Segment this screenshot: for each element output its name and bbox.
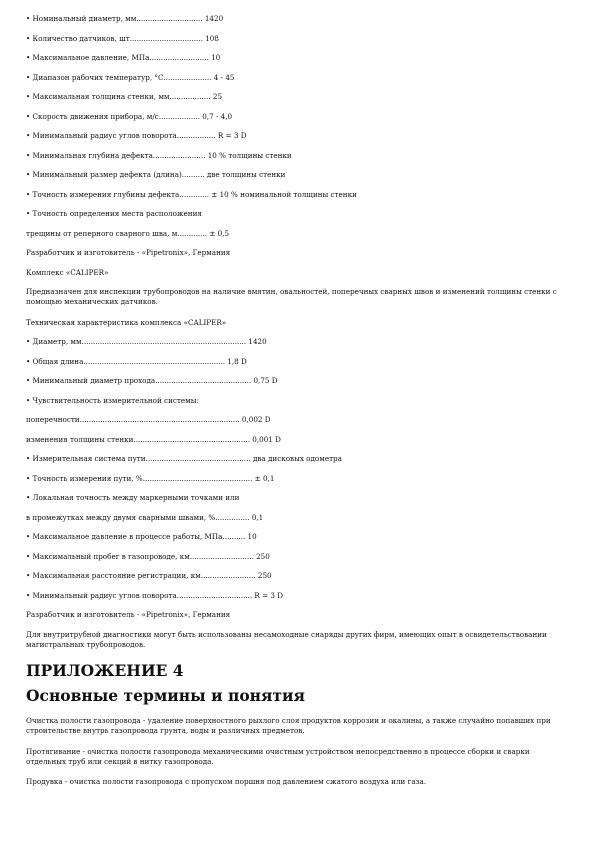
spec-line: поперечности...................................................................... 0,002 D <box>26 415 271 424</box>
spec-line: • Минимальный размер дефекта (длина).......... две толщины стенки <box>26 170 286 179</box>
note-paragraph: Для внутритрубной диагностики могут быть использованы несамоходные снаряды других фирм, имеющих опыт в освидетельствовании магистральных трубопроводов. <box>26 629 547 649</box>
spec-line: трещины от реперного сварного шва, м............. ± 0,5 <box>26 228 230 238</box>
spec-line: • Максимальное давление, МПа.......................... 10 <box>26 53 221 62</box>
spec-line: • Диапазон рабочих температур, °С..................... 4 - 45 <box>26 72 235 82</box>
spec-line: • Минимальный радиус углов поворота................................. R = 3 D <box>26 590 284 600</box>
spec-line: • Максимальная расстояние регистрации, км........................ 250 <box>26 571 272 580</box>
term-paragraph: Очистка полости газопровода - удаление поверхностного рыхлого слоя продуктов коррозии и окалины, а также случайно попавших при строительстве внутрь газопровода грунта, воды и различных предметов. <box>26 716 551 735</box>
spec-line: • Точность определения места расположения <box>26 209 202 218</box>
developer-line: Разработчик и изготовитель - «Pipetronix», Германия <box>26 610 231 619</box>
term-paragraph: Протягивание - очистка полости газопровода механическими очистным устройством непосредственно в процессе сборки и сварки отдельных труб или секций в нитку газопровода. <box>26 746 530 766</box>
spec-line: • Минимальный радиус углов поворота................. R = 3 D <box>26 131 247 140</box>
spec-line: • Скорость движения прибора, м/с.................. 0,7 - 4,0 <box>26 111 233 121</box>
document-page <box>26 14 569 787</box>
caliper-description: Предназначен для инспекции трубопроводов на наличие вмятин, овальностей, поперечных сварных швов и изменений толщины стенки с помощью механических датчиков. <box>26 287 557 306</box>
appendix-heading: ПРИЛОЖЕНИЕ 4 <box>26 660 184 680</box>
spec-line: • Максимальное давление в процессе работы, МПа.......... 10 <box>26 532 257 541</box>
spec-line: • Локальная точность между маркерными точками или <box>26 493 240 502</box>
spec-line: • Точность измерения пути, %................................................ ± 0,1 <box>26 473 275 483</box>
spec-line: • Минимальная глубина дефекта....................... 10 % толщины стенки <box>26 150 292 160</box>
spec-line: • Максимальный пробег в газопроводе, км............................ 250 <box>26 551 270 561</box>
terms-heading: Основные термины и понятия <box>26 685 305 705</box>
spec-line: • Количество датчиков, шт................................ 108 <box>26 33 219 43</box>
spec-line: • Чувствительность измерительной системы: <box>26 395 199 405</box>
spec-line: • Точность измерения глубины дефекта............. ± 10 % номинальной толщины стенки <box>26 189 357 199</box>
spec-line: • Диаметр, мм........................................................................ 1420 <box>26 337 267 346</box>
spec-line: • Номинальный диаметр, мм............................. 1420 <box>26 14 224 23</box>
spec-line: • Измерительная система пути.............................................. два дисковых одометра <box>26 454 342 463</box>
caliper-title: Комплекс «CALIPER» <box>26 267 109 277</box>
spec-line: изменения толщины стенки................................................... 0,001 D <box>26 434 281 444</box>
spec-line: • Общая длина.............................................................. 1,8 D <box>26 356 247 366</box>
spec-line: • Максимальная толщина стенки, мм.................. 25 <box>26 92 223 101</box>
spec-line: • Минимальный диаметр прохода.......................................... 0,75 D <box>26 376 278 385</box>
term-paragraph: Продувка - очистка полости газопровода с пропуском поршня под давлением сжатого воздуха или газа. <box>26 777 427 786</box>
developer-line: Разработчик и изготовитель - «Pipetronix», Германия <box>26 248 231 257</box>
spec-line: в промежутках между двумя сварными швами, %............... 0,1 <box>26 512 264 522</box>
caliper-spec-title: Техническая характеристика комплекса «CALIPER» <box>26 317 227 327</box>
